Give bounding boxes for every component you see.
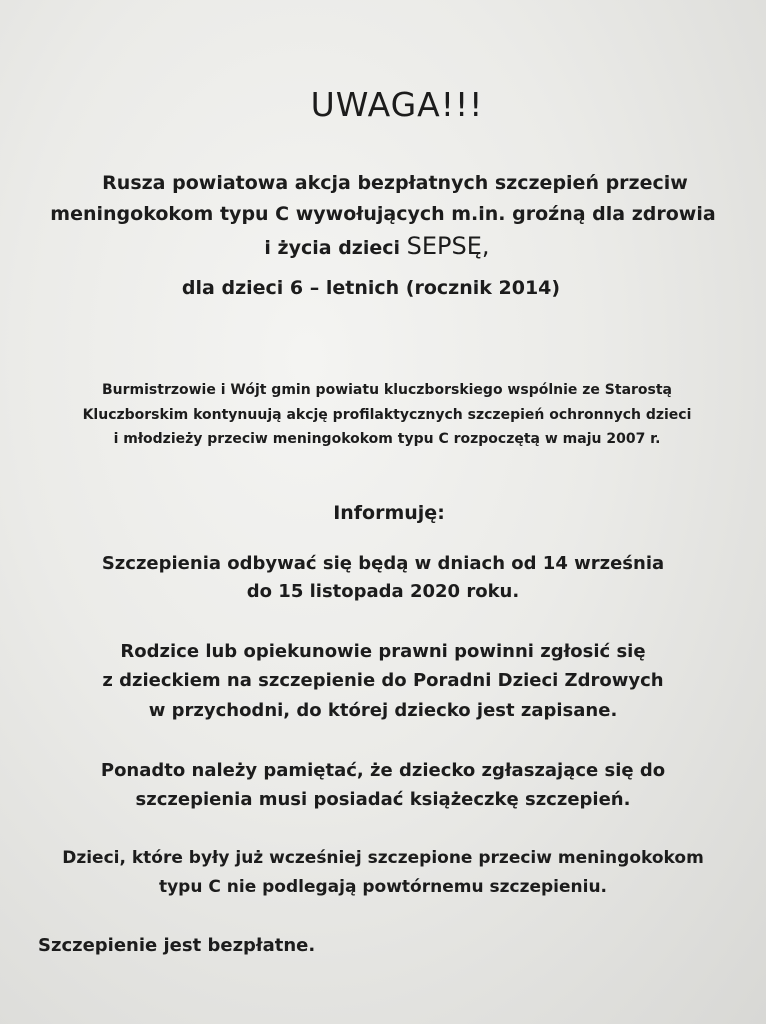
informuje-heading: Informuję: xyxy=(333,502,445,524)
statement-line-3: i młodzieży przeciw meningokokom typu C rozpoczętą w maju 2007 r. xyxy=(113,431,661,447)
statement-line-2: Kluczborskim kontynuują akcję profilaktycznych szczepień ochronnych dzieci xyxy=(82,407,692,423)
schedule-line-1: Szczepienia odbywać się będą w dniach od 14 września xyxy=(101,553,665,574)
intro-line-1: Rusza powiatowa akcja bezpłatnych szczepień przeciw xyxy=(102,172,688,194)
intro-line-3 xyxy=(0,232,760,260)
sepse-emphasis: SEPSĘ, xyxy=(406,232,490,260)
booklet-line-1: Ponadto należy pamiętać, że dziecko zgłaszające się do xyxy=(100,760,666,781)
free-vaccination-note: Szczepienie jest bezpłatne. xyxy=(38,935,316,956)
intro-line-4: dla dzieci 6 – letnich (rocznik 2014) xyxy=(181,277,561,299)
parents-line-3: w przychodni, do której dziecko jest zapisane. xyxy=(148,700,618,721)
previous-line-2: typu C nie podlegają powtórnemu szczepieniu. xyxy=(158,877,608,897)
intro-line-2: meningokokom typu C wywołujących m.in. groźną dla zdrowia xyxy=(50,203,716,225)
schedule-line-2: do 15 listopada 2020 roku. xyxy=(246,581,520,602)
statement-line-1: Burmistrzowie i Wójt gmin powiatu kluczborskiego wspólnie ze Starostą xyxy=(101,382,673,398)
previous-line-1: Dzieci, które były już wcześniej szczepione przeciw meningokokom xyxy=(62,848,704,868)
intro-line-3-text: i życia dzieci xyxy=(264,237,407,259)
parents-line-1: Rodzice lub opiekunowie prawni powinni zgłosić się xyxy=(120,641,646,662)
booklet-line-2: szczepienia musi posiadać książeczkę szczepień. xyxy=(135,789,631,810)
parents-line-2: z dzieckiem na szczepienie do Poradni Dzieci Zdrowych xyxy=(102,670,664,691)
notice-title: UWAGA!!! xyxy=(310,85,484,124)
